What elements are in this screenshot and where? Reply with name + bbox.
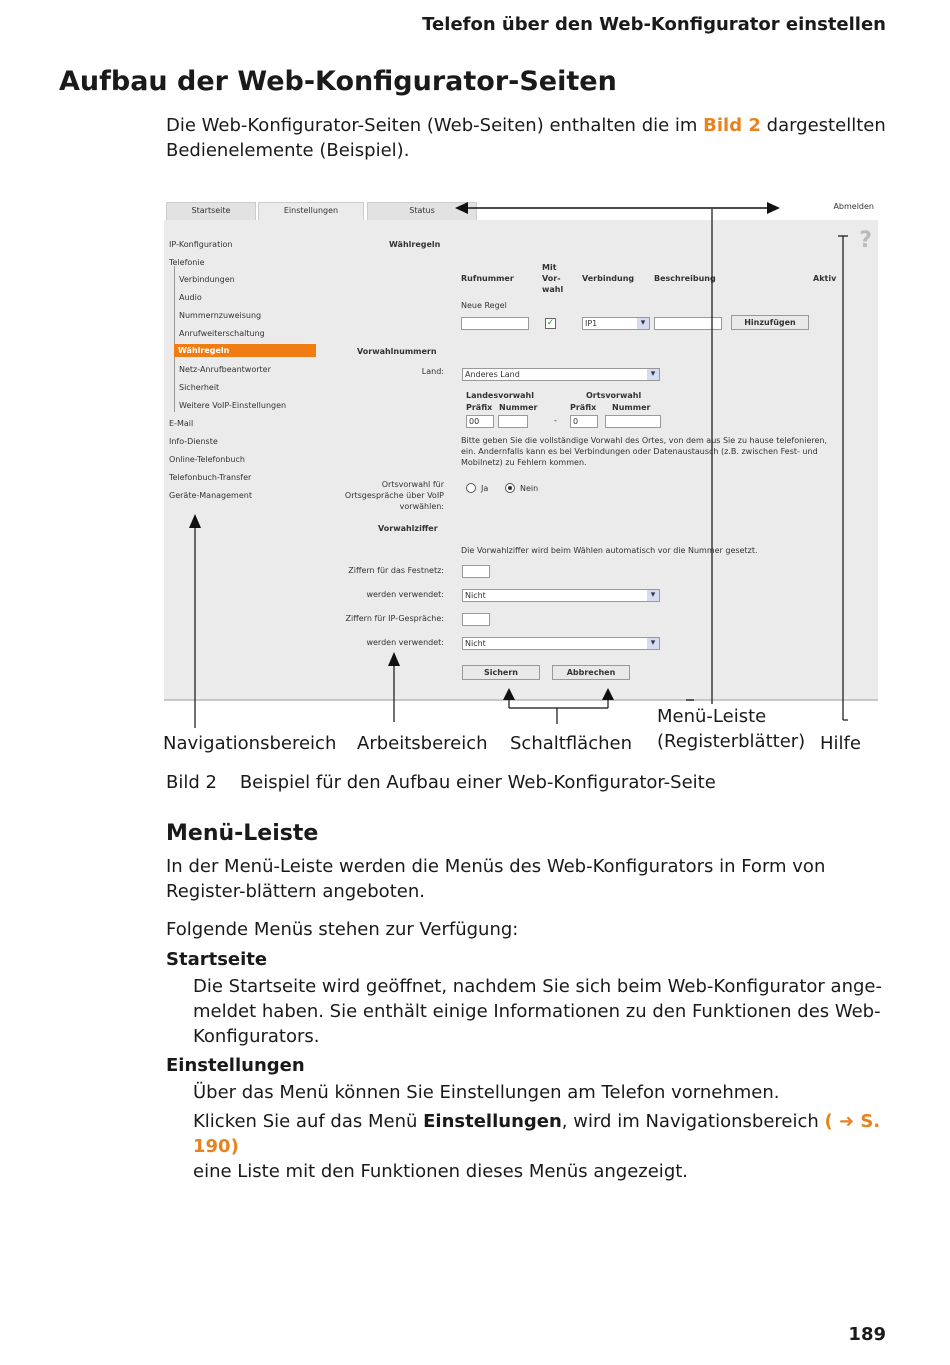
cancel-button[interactable]: Abbrechen [552, 665, 630, 680]
dash-separator: - [554, 416, 557, 425]
term-startseite: Startseite [166, 949, 268, 970]
mit-vorwahl-checkbox[interactable]: ✓ [546, 318, 555, 328]
nav-item-weitere-voip[interactable]: Weitere VoIP-Einstellungen [179, 401, 287, 410]
callout-schaltflaechen: Schaltflächen [510, 733, 632, 754]
page-title: Aufbau der Web-Konfigurator-Seiten [59, 66, 617, 97]
orts-praefix-input[interactable]: 0 [570, 415, 598, 428]
logout-link[interactable]: Abmelden [833, 202, 874, 211]
desc-startseite: Die Startseite wird geöffnet, nachdem Sie sich beim Web-Konfigurator ange-meldet haben. Sie enthält einige Informationen zu den Funktionen des Web-Konfigurators. [193, 976, 882, 1047]
desc-text-d: eine Liste mit den Funktionen dieses Menüs angezeigt. [193, 1161, 689, 1182]
nav-item-telefonie[interactable]: Telefonie [169, 258, 205, 267]
figure-link[interactable]: Bild 2 [703, 115, 761, 136]
tab-startseite[interactable]: Startseite [166, 202, 256, 220]
nav-item-email[interactable]: E-Mail [169, 419, 194, 428]
desc-einstellungen-2 [193, 1109, 888, 1184]
page-reference-link[interactable]: ( ➜ S. 190) [193, 1111, 881, 1157]
label-land: Land: [421, 367, 444, 376]
web-configurator-screenshot [164, 196, 878, 701]
label-praefix-land: Präfix [466, 403, 493, 412]
nav-item-netz-anrufbeantworter[interactable]: Netz-Anrufbeantworter [179, 365, 271, 374]
desc-text-a: Klicken Sie auf das Menü [193, 1111, 424, 1132]
term-einstellungen: Einstellungen [166, 1055, 305, 1076]
callout-hilfe: Hilfe [820, 733, 861, 754]
nav-item-nummernzuweisung[interactable]: Nummernzuweisung [179, 311, 262, 320]
callout-arbeitsbereich: Arbeitsbereich [357, 733, 488, 754]
figure-caption: Bild 2 Beispiel für den Aufbau einer Web-Konfigurator-Seite [166, 772, 716, 793]
col-verbindung: Verbindung [582, 274, 635, 283]
col-mit-vorwahl: Mit Vor-wahl [542, 263, 564, 294]
label-ortsvorwahl-vorwaehlen: Ortsvorwahl für Ortsgespräche über VoIP vorwählen: [344, 480, 444, 511]
landes-nummer-input[interactable] [498, 415, 528, 428]
callout-navigationsbereich: Navigationsbereich [163, 733, 337, 754]
tab-einstellungen[interactable]: Einstellungen [258, 202, 364, 220]
paragraph-menue-leiste: In der Menü-Leiste werden die Menüs des Web-Konfigurators in Form von Register-blättern angeboten. [166, 856, 826, 902]
verwendet-festnetz-select[interactable]: Nicht ▾ [462, 589, 660, 602]
save-button[interactable]: Sichern [462, 665, 540, 680]
intro-text: Die Web-Konfigurator-Seiten (Web-Seiten) enthalten die im [166, 115, 704, 136]
section-vorwahlziffer: Vorwahlziffer [378, 524, 438, 533]
radio-ja[interactable] [466, 483, 476, 493]
add-rule-button[interactable]: Hinzufügen [731, 315, 809, 330]
nav-item-geraete-management[interactable]: Geräte-Management [169, 491, 252, 500]
label-neue-regel: Neue Regel [461, 301, 507, 310]
hint-vorwahlziffer: Die Vorwahlziffer wird beim Wählen automatisch vor die Nummer gesetzt. [461, 546, 758, 555]
nav-item-sicherheit[interactable]: Sicherheit [179, 383, 220, 392]
nav-tree-line [174, 266, 175, 412]
label-nein: Nein [520, 484, 539, 493]
label-praefix-ort: Präfix [570, 403, 597, 412]
menu-bar [164, 196, 878, 220]
section-waehlregeln: Wählregeln [389, 240, 441, 249]
radio-nein[interactable] [505, 483, 515, 493]
verwendet-ip-select[interactable]: Nicht ▾ [462, 637, 660, 650]
label-ortsvorwahl: Ortsvorwahl [586, 391, 642, 400]
nav-item-ip-konfiguration[interactable]: IP-Konfiguration [169, 240, 233, 249]
section-vorwahlnummern: Vorwahlnummern [357, 347, 437, 356]
ziffern-ip-input[interactable] [462, 613, 490, 626]
callout-menueleiste: Menü-Leiste [657, 706, 767, 727]
nav-item-audio[interactable]: Audio [179, 293, 202, 302]
label-ziffern-ip: Ziffern für IP-Gespräche: [345, 614, 444, 623]
col-beschreibung: Beschreibung [654, 274, 716, 283]
rufnummer-input[interactable] [461, 317, 529, 330]
label-landesvorwahl: Landesvorwahl [466, 391, 534, 400]
col-rufnummer: Rufnummer [461, 274, 514, 283]
nav-item-waehlregeln[interactable]: Wählregeln [174, 344, 316, 357]
land-select[interactable]: Anderes Land ▾ [462, 368, 660, 381]
beschreibung-input[interactable] [654, 317, 722, 330]
section-heading: Menü-Leiste [166, 821, 319, 846]
intro-text-end: dargestellten Bedienelemente (Beispiel). [166, 115, 886, 161]
nav-item-anrufweiterschaltung[interactable]: Anrufweiterschaltung [179, 329, 265, 338]
nav-item-verbindungen[interactable]: Verbindungen [179, 275, 235, 284]
desc-einstellungen-1: Über das Menü können Sie Einstellungen am Telefon vornehmen. [193, 1082, 780, 1103]
label-werden-verwendet-2: werden verwendet: [366, 638, 444, 647]
landes-praefix-input[interactable]: 00 [466, 415, 494, 428]
nav-item-online-telefonbuch[interactable]: Online-Telefonbuch [169, 455, 245, 464]
nav-item-telefonbuch-transfer[interactable]: Telefonbuch-Transfer [169, 473, 252, 482]
nav-item-info-dienste[interactable]: Info-Dienste [169, 437, 218, 446]
page-number: 189 [848, 1324, 886, 1345]
label-ja: Ja [481, 484, 489, 493]
tab-status[interactable]: Status [367, 202, 477, 220]
label-ziffern-festnetz: Ziffern für das Festnetz: [348, 566, 444, 575]
orts-nummer-input[interactable] [605, 415, 661, 428]
label-werden-verwendet-1: werden verwendet: [366, 590, 444, 599]
paragraph-folgende-menues: Folgende Menüs stehen zur Verfügung: [166, 919, 519, 940]
desc-text-bold: Einstellungen [423, 1111, 562, 1132]
label-nummer-ort: Nummer [612, 403, 651, 412]
ziffern-festnetz-input[interactable] [462, 565, 490, 578]
screenshot-bottom-border [164, 699, 878, 701]
desc-text-c: , wird im Navigationsbereich [561, 1111, 825, 1132]
callout-registerblaetter: (Registerblätter) [657, 731, 806, 752]
label-nummer-land: Nummer [499, 403, 538, 412]
running-head: Telefon über den Web-Konfigurator einstellen [422, 14, 886, 35]
hint-vorwahl: Bitte geben Sie die vollständige Vorwahl des Ortes, von dem aus Sie zu hause telefonieren, ein. Andernfalls kann es bei Verbindungen oder Datenaustausch (z.B. zwischen Fest- und Mobilnetz) zu Fehlern kommen. [461, 436, 828, 467]
intro-paragraph [166, 113, 886, 163]
verbindung-select[interactable]: IP1 ▾ [582, 317, 650, 330]
col-aktiv: Aktiv [813, 274, 837, 283]
help-icon[interactable]: ? [859, 228, 872, 253]
